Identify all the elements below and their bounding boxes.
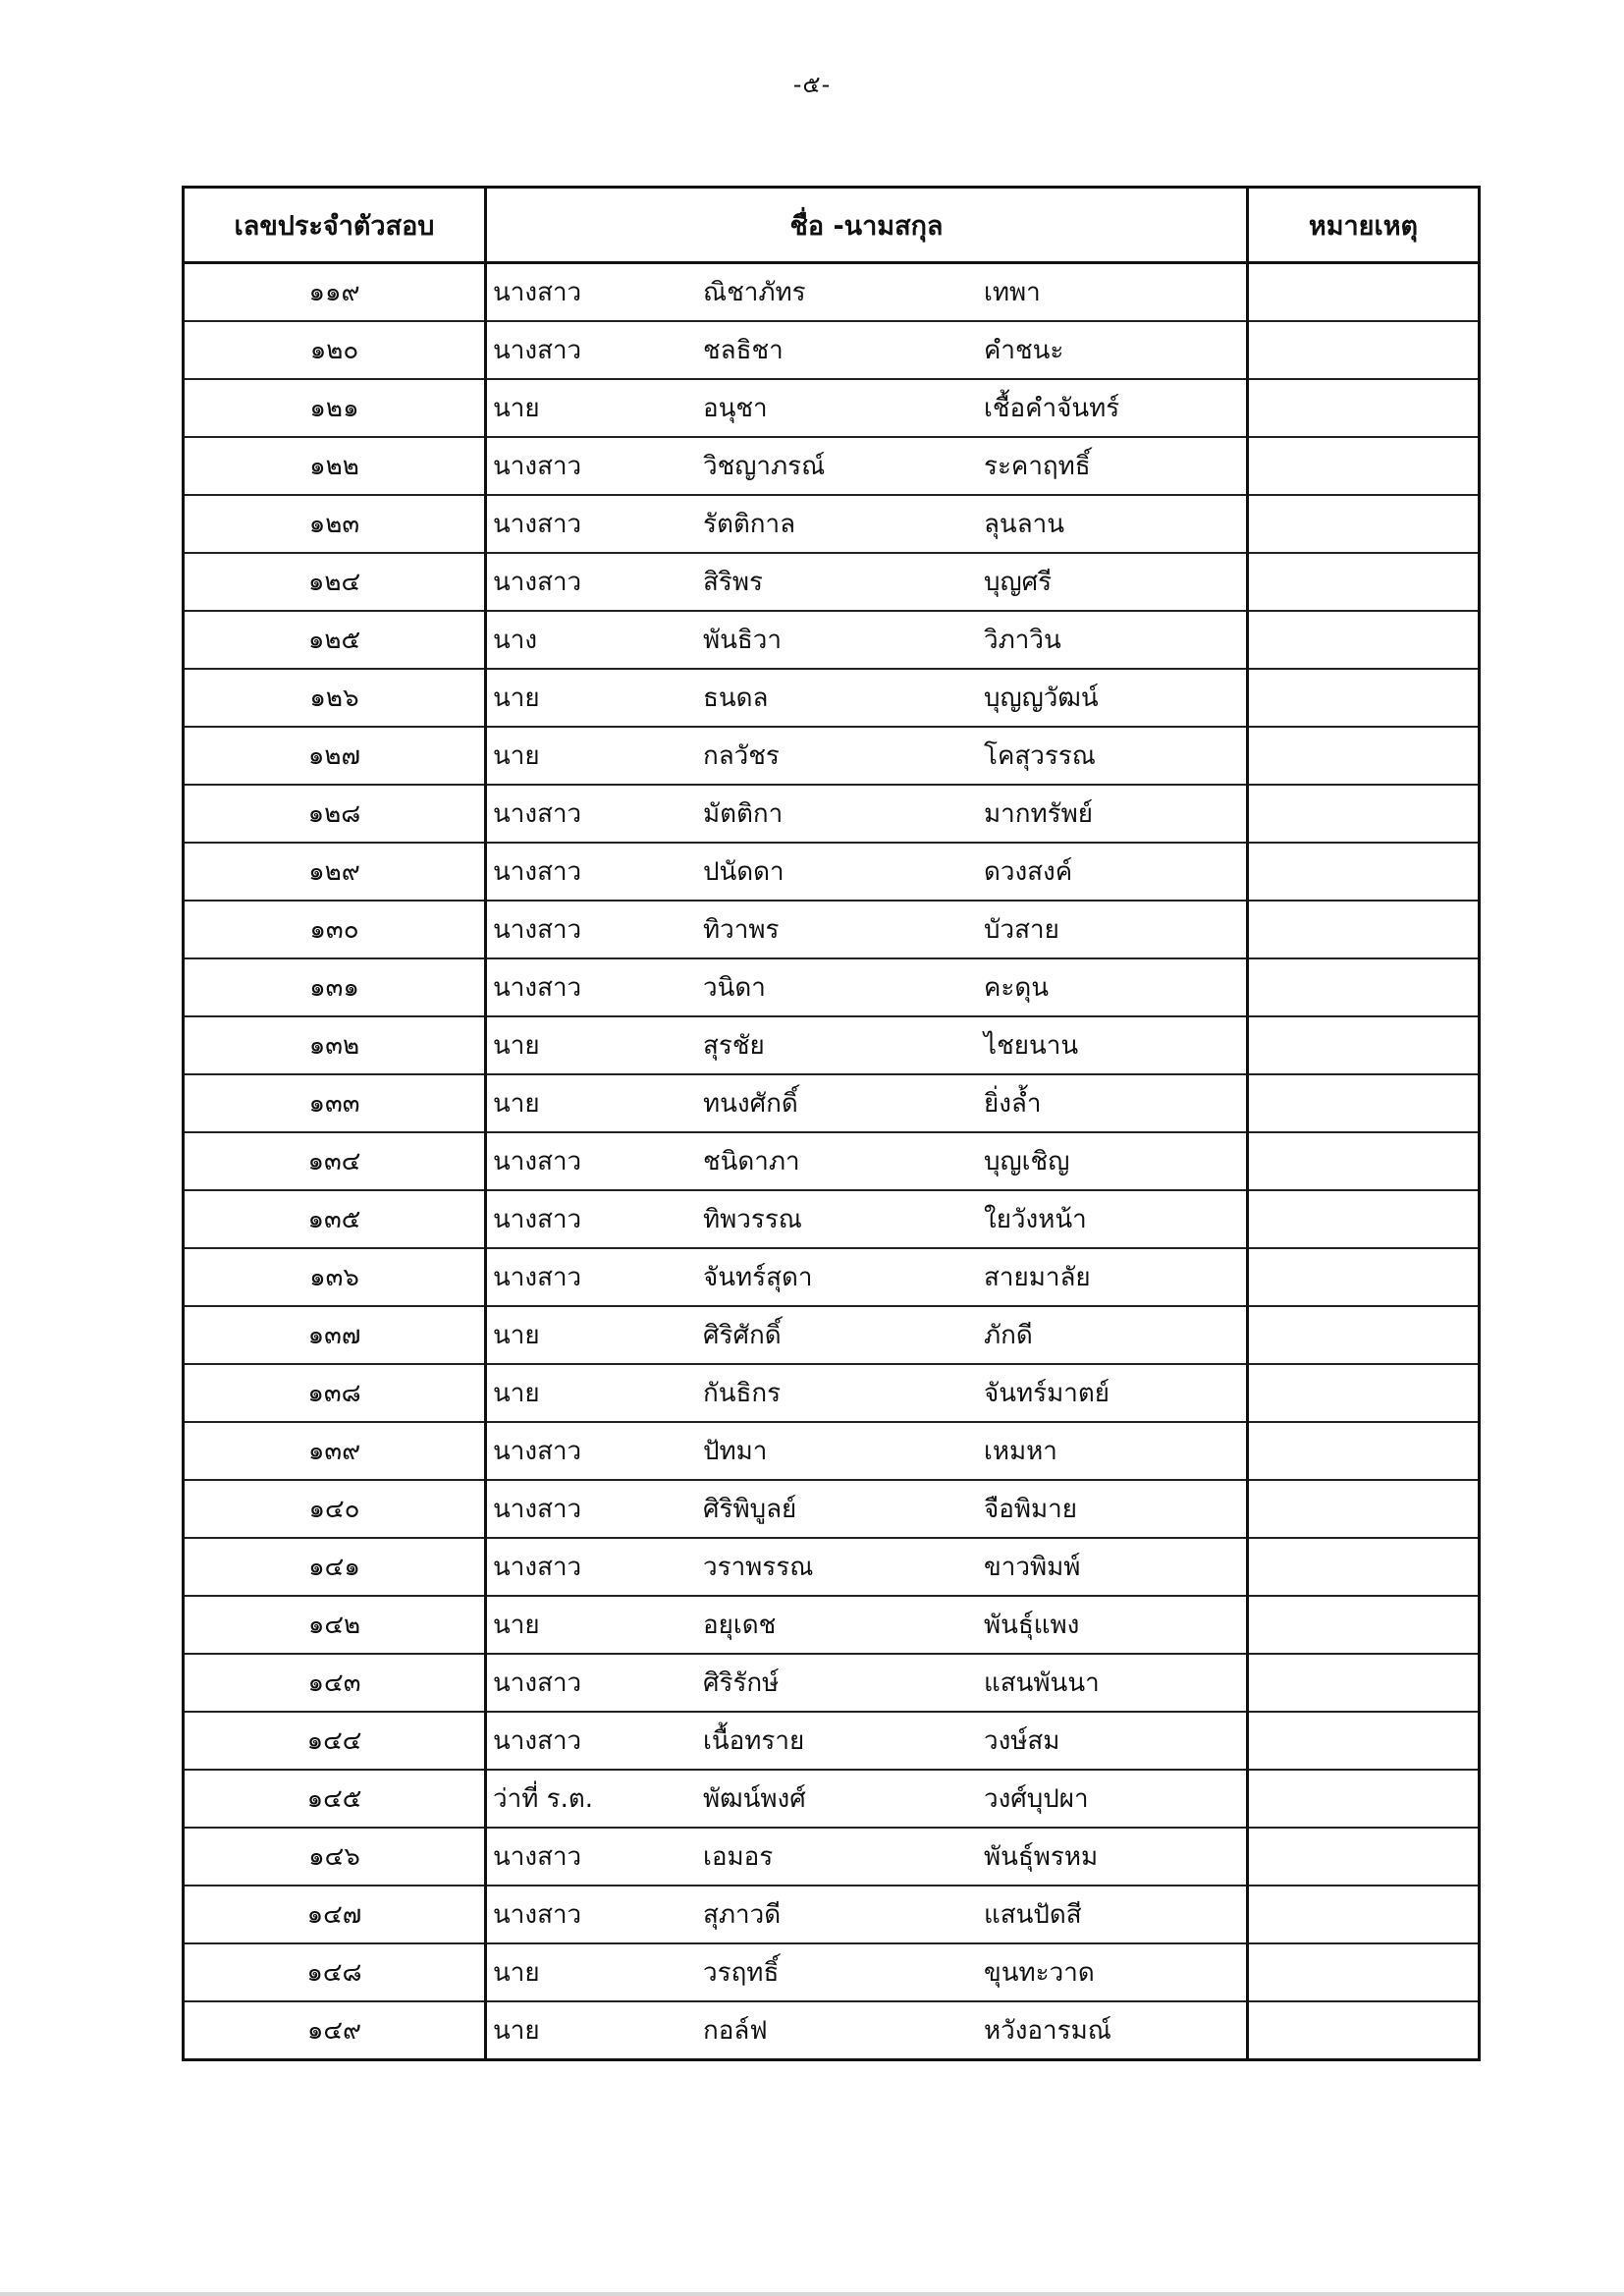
first-name: วราพรรณ	[703, 1553, 814, 1582]
remark-cell	[1248, 1596, 1480, 1654]
header-full-name: ชื่อ -นามสกุล	[486, 188, 1248, 263]
last-name: ภักดี	[984, 1321, 1033, 1350]
first-name: วรฤทธิ์	[703, 1958, 780, 1988]
exam-id-cell: ๑๓๘	[184, 1364, 486, 1422]
last-name: จือพิมาย	[984, 1495, 1077, 1524]
table-row	[184, 1248, 1480, 1306]
last-name: ขาวพิมพ์	[984, 1553, 1081, 1582]
full-name-cell	[486, 1886, 1248, 1943]
remark-cell	[1248, 843, 1480, 901]
full-name-cell	[486, 785, 1248, 843]
full-name-cell	[486, 1770, 1248, 1828]
exam-id-cell: ๑๓๗	[184, 1306, 486, 1364]
exam-id-cell: ๑๓๕	[184, 1190, 486, 1248]
full-name-cell	[486, 1596, 1248, 1654]
exam-id-cell: ๑๓๖	[184, 1248, 486, 1306]
exam-id-cell: ๑๔๖	[184, 1828, 486, 1886]
table-row	[184, 553, 1480, 611]
exam-id-cell: ๑๒๕	[184, 611, 486, 669]
last-name: ลุนลาน	[984, 510, 1065, 539]
first-name: รัตติกาล	[703, 510, 796, 539]
table-row	[184, 785, 1480, 843]
first-name: สุรชัย	[703, 1031, 765, 1061]
remark-cell	[1248, 1074, 1480, 1132]
full-name-cell	[486, 611, 1248, 669]
first-name: พันธิวา	[703, 626, 782, 655]
remark-cell	[1248, 1248, 1480, 1306]
table-row	[184, 1306, 1480, 1364]
last-name: คำชนะ	[984, 336, 1064, 365]
full-name-cell	[486, 1364, 1248, 1422]
exam-id-cell: ๑๔๘	[184, 1943, 486, 2001]
last-name: แสนปัดสี	[984, 1900, 1082, 1930]
table-row	[184, 1480, 1480, 1538]
name-title: นางสาว	[493, 915, 582, 945]
table-row	[184, 1943, 1480, 2001]
name-title: นาย	[493, 394, 540, 423]
first-name: ชลธิชา	[703, 336, 784, 365]
name-title: นางสาว	[493, 1553, 582, 1582]
full-name-cell	[486, 669, 1248, 727]
last-name: บุญเชิญ	[984, 1147, 1070, 1176]
first-name: กลวัชร	[703, 741, 780, 771]
remark-cell	[1248, 1364, 1480, 1422]
table-row	[184, 901, 1480, 958]
name-title: นาย	[493, 683, 540, 713]
remark-cell	[1248, 958, 1480, 1016]
name-title: นางสาว	[493, 973, 582, 1003]
exam-id-cell: ๑๔๐	[184, 1480, 486, 1538]
last-name: วงษ์สม	[984, 1726, 1060, 1756]
exam-id-cell: ๑๓๔	[184, 1132, 486, 1190]
exam-id-cell: ๑๔๕	[184, 1770, 486, 1828]
full-name-cell	[486, 263, 1248, 322]
name-title: นางสาว	[493, 1842, 582, 1872]
table-row	[184, 1770, 1480, 1828]
first-name: สุภาวดี	[703, 1900, 782, 1930]
full-name-cell	[486, 1943, 1248, 2001]
name-title: นางสาว	[493, 857, 582, 887]
name-title: นาย	[493, 1611, 540, 1640]
remark-cell	[1248, 495, 1480, 553]
table-row	[184, 1074, 1480, 1132]
first-name: ณิชาภัทร	[703, 278, 806, 307]
last-name: ใยวังหน้า	[984, 1205, 1087, 1234]
full-name-cell	[486, 1132, 1248, 1190]
name-title: นาย	[493, 1321, 540, 1350]
first-name: วนิดา	[703, 973, 766, 1003]
remark-cell	[1248, 1886, 1480, 1943]
name-title: นางสาว	[493, 568, 582, 597]
remark-cell	[1248, 553, 1480, 611]
first-name: เนื้อทราย	[703, 1726, 805, 1756]
name-title: นาย	[493, 1958, 540, 1988]
first-name: เอมอร	[703, 1842, 774, 1872]
last-name: พันธุ์พรหม	[984, 1842, 1099, 1872]
exam-id-cell: ๑๓๑	[184, 958, 486, 1016]
full-name-cell	[486, 321, 1248, 379]
table-row	[184, 1828, 1480, 1886]
table-row	[184, 1364, 1480, 1422]
remark-cell	[1248, 1770, 1480, 1828]
table-row	[184, 669, 1480, 727]
remark-cell	[1248, 785, 1480, 843]
name-title: นาย	[493, 1089, 540, 1119]
last-name: บัวสาย	[984, 915, 1059, 945]
remark-cell	[1248, 901, 1480, 958]
first-name: ศิริพิบูลย์	[703, 1495, 797, 1524]
name-title: นางสาว	[493, 799, 582, 829]
exam-id-cell: ๑๔๑	[184, 1538, 486, 1596]
exam-id-cell: ๑๔๒	[184, 1596, 486, 1654]
remark-cell	[1248, 1306, 1480, 1364]
first-name: ศิริศักดิ์	[703, 1321, 782, 1350]
last-name: เชื้อคำจันทร์	[984, 394, 1120, 423]
remark-cell	[1248, 611, 1480, 669]
remark-cell	[1248, 1538, 1480, 1596]
table-row	[184, 727, 1480, 785]
last-name: มากทรัพย์	[984, 799, 1093, 829]
last-name: ระคาฤทธิ์	[984, 452, 1091, 481]
full-name-cell	[486, 1828, 1248, 1886]
table-row	[184, 1596, 1480, 1654]
name-title: นางสาว	[493, 1437, 582, 1466]
full-name-cell	[486, 495, 1248, 553]
full-name-cell	[486, 901, 1248, 958]
exam-id-cell: ๑๒๗	[184, 727, 486, 785]
table-row	[184, 1016, 1480, 1074]
exam-id-cell: ๑๒๔	[184, 553, 486, 611]
last-name: ยิ่งล้ำ	[984, 1089, 1042, 1119]
remark-cell	[1248, 1480, 1480, 1538]
candidate-table	[182, 186, 1481, 2061]
last-name: เทพา	[984, 278, 1041, 307]
remark-cell	[1248, 263, 1480, 322]
last-name: คะดุน	[984, 973, 1050, 1003]
last-name: พันธุ์แพง	[984, 1611, 1080, 1640]
table-header-row	[184, 188, 1480, 263]
first-name: ปนัดดา	[703, 857, 785, 887]
first-name: ชนิดาภา	[703, 1147, 800, 1176]
first-name: ทนงศักดิ์	[703, 1089, 798, 1119]
remark-cell	[1248, 727, 1480, 785]
remark-cell	[1248, 437, 1480, 495]
remark-cell	[1248, 1016, 1480, 1074]
header-remark: หมายเหตุ	[1248, 188, 1480, 263]
full-name-cell	[486, 1538, 1248, 1596]
header-exam-id: เลขประจำตัวสอบ	[184, 188, 486, 263]
first-name: สิริพร	[703, 568, 763, 597]
exam-id-cell: ๑๓๓	[184, 1074, 486, 1132]
last-name: ดวงสงค์	[984, 857, 1073, 887]
table-row	[184, 1538, 1480, 1596]
exam-id-cell: ๑๒๐	[184, 321, 486, 379]
last-name: เหมหา	[984, 1437, 1057, 1466]
table-row	[184, 1190, 1480, 1248]
table-row	[184, 1712, 1480, 1770]
table-row	[184, 958, 1480, 1016]
name-title: นางสาว	[493, 1263, 582, 1292]
last-name: วงศ์บุปผา	[984, 1784, 1089, 1814]
full-name-cell	[486, 1074, 1248, 1132]
last-name: แสนพันนา	[984, 1668, 1100, 1698]
last-name: ขุนทะวาด	[984, 1958, 1095, 1988]
last-name: จันทร์มาตย์	[984, 1379, 1110, 1408]
name-title: นาย	[493, 2016, 540, 2046]
name-title: นางสาว	[493, 1900, 582, 1930]
last-name: สายมาลัย	[984, 1263, 1091, 1292]
table-row	[184, 1132, 1480, 1190]
full-name-cell	[486, 1422, 1248, 1480]
table-row	[184, 1654, 1480, 1712]
table-row	[184, 437, 1480, 495]
last-name: บุญญวัฒน์	[984, 683, 1099, 713]
name-title: นาย	[493, 1379, 540, 1408]
full-name-cell	[486, 843, 1248, 901]
remark-cell	[1248, 321, 1480, 379]
name-title: นางสาว	[493, 336, 582, 365]
name-title: นางสาว	[493, 1147, 582, 1176]
remark-cell	[1248, 1943, 1480, 2001]
first-name: ธนดล	[703, 683, 769, 713]
exam-id-cell: ๑๔๓	[184, 1654, 486, 1712]
table-row	[184, 1886, 1480, 1943]
first-name: พัฒน์พงศ์	[703, 1784, 806, 1814]
remark-cell	[1248, 379, 1480, 437]
full-name-cell	[486, 1654, 1248, 1712]
table-body	[184, 263, 1480, 2060]
first-name: วิชญาภรณ์	[703, 452, 826, 481]
first-name: กอล์ฟ	[703, 2016, 768, 2046]
first-name: ศิริรักษ์	[703, 1668, 780, 1698]
last-name: หวังอารมณ์	[984, 2016, 1111, 2046]
name-title: ว่าที่ ร.ต.	[493, 1784, 593, 1814]
exam-id-cell: ๑๔๙	[184, 2001, 486, 2060]
name-title: นางสาว	[493, 510, 582, 539]
first-name: มัตติกา	[703, 799, 784, 829]
last-name: โคสุวรรณ	[984, 741, 1096, 771]
exam-id-cell: ๑๒๓	[184, 495, 486, 553]
exam-id-cell: ๑๓๙	[184, 1422, 486, 1480]
remark-cell	[1248, 1712, 1480, 1770]
full-name-cell	[486, 2001, 1248, 2060]
table-row	[184, 2001, 1480, 2060]
first-name: ทิวาพร	[703, 915, 780, 945]
exam-id-cell: ๑๒๒	[184, 437, 486, 495]
remark-cell	[1248, 2001, 1480, 2060]
name-title: นาง	[493, 626, 538, 655]
remark-cell	[1248, 669, 1480, 727]
table-row	[184, 843, 1480, 901]
full-name-cell	[486, 1306, 1248, 1364]
page-number: -๕-	[792, 71, 832, 98]
exam-id-cell: ๑๓๒	[184, 1016, 486, 1074]
name-title: นางสาว	[493, 278, 582, 307]
exam-id-cell: ๑๒๘	[184, 785, 486, 843]
full-name-cell	[486, 437, 1248, 495]
full-name-cell	[486, 1480, 1248, 1538]
exam-id-cell: ๑๒๖	[184, 669, 486, 727]
full-name-cell	[486, 727, 1248, 785]
remark-cell	[1248, 1422, 1480, 1480]
full-name-cell	[486, 553, 1248, 611]
table-row	[184, 321, 1480, 379]
full-name-cell	[486, 1712, 1248, 1770]
last-name: วิภาวิน	[984, 626, 1061, 655]
name-title: นางสาว	[493, 452, 582, 481]
first-name: อยุเดช	[703, 1611, 777, 1640]
name-title: นางสาว	[493, 1205, 582, 1234]
first-name: จันทร์สุดา	[703, 1263, 813, 1292]
exam-id-cell: ๑๒๑	[184, 379, 486, 437]
first-name: ทิพวรรณ	[703, 1205, 802, 1234]
last-name: บุญศรี	[984, 568, 1053, 597]
full-name-cell	[486, 958, 1248, 1016]
table-row	[184, 379, 1480, 437]
exam-id-cell: ๑๒๙	[184, 843, 486, 901]
name-title: นาย	[493, 1031, 540, 1061]
table-row	[184, 263, 1480, 322]
full-name-cell	[486, 1248, 1248, 1306]
name-title: นางสาว	[493, 1726, 582, 1756]
first-name: กันธิกร	[703, 1379, 782, 1408]
table-row	[184, 495, 1480, 553]
remark-cell	[1248, 1654, 1480, 1712]
full-name-cell	[486, 379, 1248, 437]
first-name: อนุชา	[703, 394, 768, 423]
name-title: นาย	[493, 741, 540, 771]
name-title: นางสาว	[493, 1495, 582, 1524]
exam-id-cell: ๑๔๗	[184, 1886, 486, 1943]
page-bottom-edge	[0, 2292, 1624, 2296]
full-name-cell	[486, 1190, 1248, 1248]
remark-cell	[1248, 1132, 1480, 1190]
exam-id-cell: ๑๓๐	[184, 901, 486, 958]
last-name: ไชยนาน	[984, 1031, 1079, 1061]
exam-id-cell: ๑๔๔	[184, 1712, 486, 1770]
exam-id-cell: ๑๑๙	[184, 263, 486, 322]
table-row	[184, 611, 1480, 669]
first-name: ปัทมา	[703, 1437, 768, 1466]
remark-cell	[1248, 1190, 1480, 1248]
table-row	[184, 1422, 1480, 1480]
remark-cell	[1248, 1828, 1480, 1886]
full-name-cell	[486, 1016, 1248, 1074]
name-title: นางสาว	[493, 1668, 582, 1698]
